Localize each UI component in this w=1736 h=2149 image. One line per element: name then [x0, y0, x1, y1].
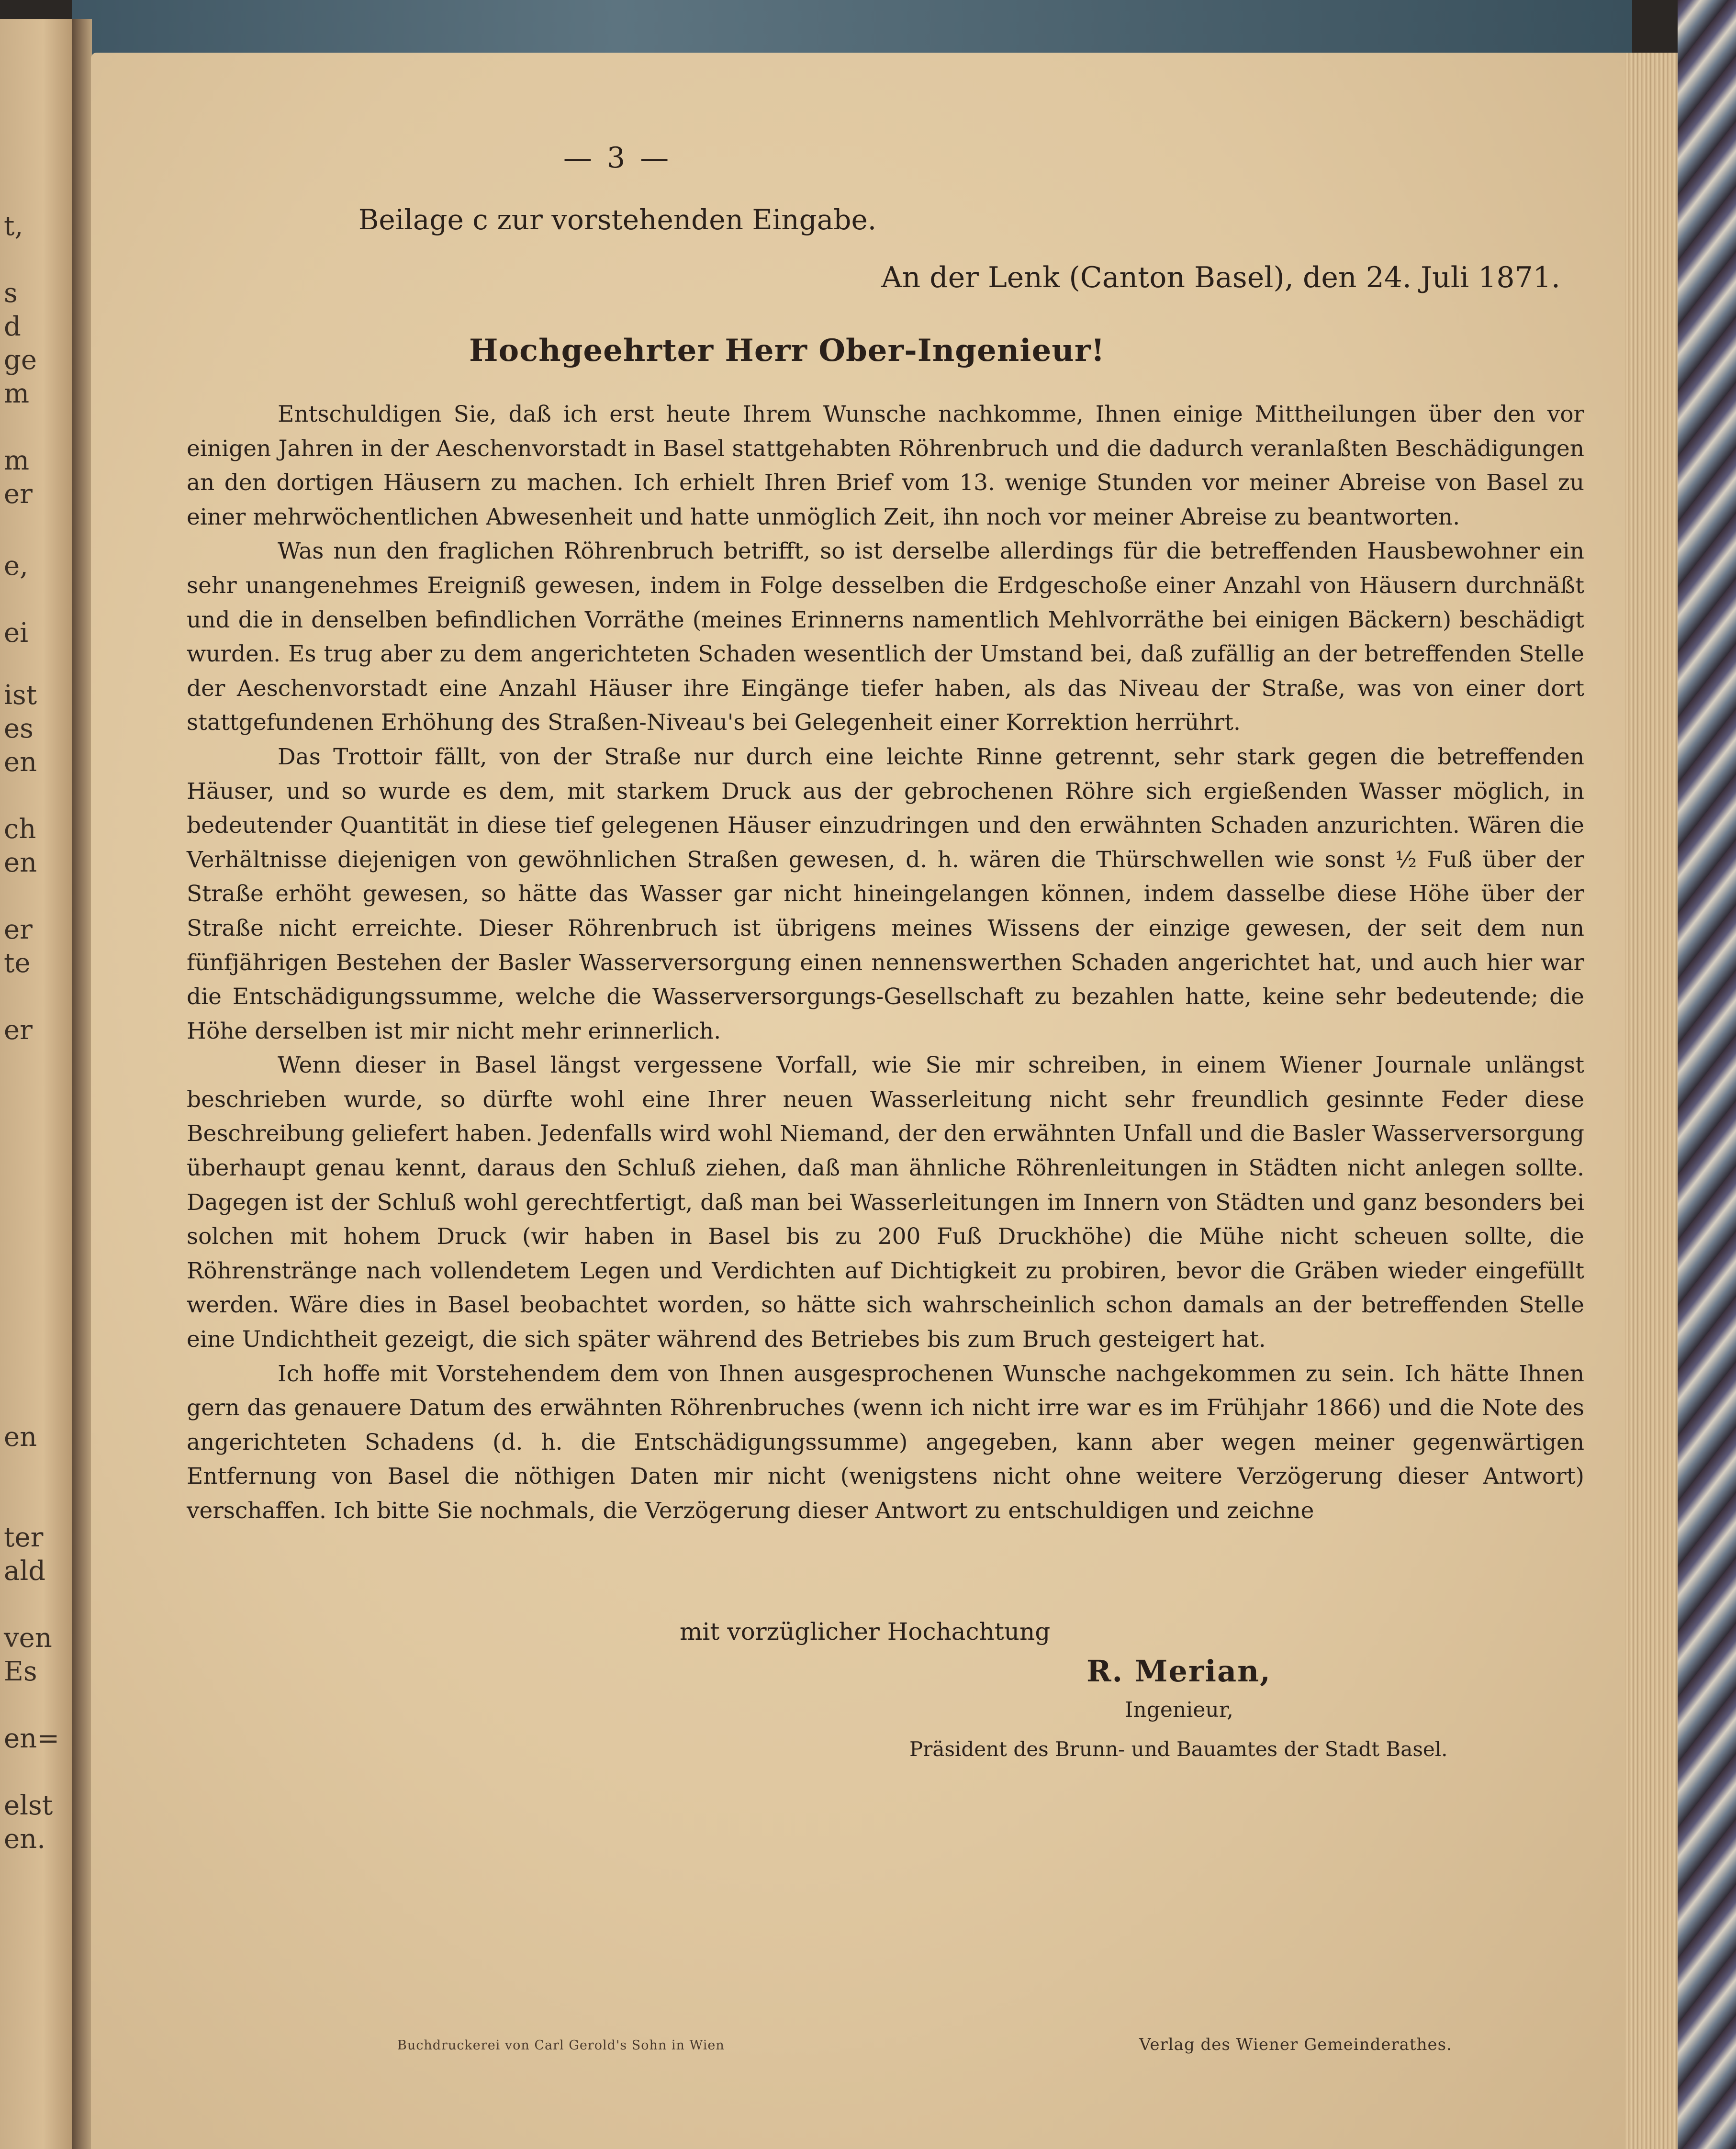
closing-phrase: mit vorzüglicher Hochachtung	[680, 1618, 1051, 1645]
fragment: ei	[4, 617, 29, 649]
fragment: e,	[4, 550, 28, 582]
fragment: es	[4, 713, 34, 744]
paragraph: Das Trottoir fällt, von der Straße nur durch eine leichte Rinne getrennt, sehr stark gegen die betreffenden Häuser, und so wurde es dem, mit starkem Druck aus der gebrochenen Röhre sich ergießenden Wasser möglich, in bedeutender Quantität in diese tief gelegenen Häuser einzudringen und den erwähnten Schaden anzurichten. Wären die Verhältnisse diejenigen von gewöhnlichen Straßen gewesen, d. h. wären die Thürschwellen wie sonst ½ Fuß über der Straße erhöht gewesen, so hätte das Wasser gar nicht hineingelangen können, indem dasselbe diese Höhe über der Straße nicht erreichte. Dieser Röhrenbruch ist übrigens meines Wissens der einzige gewesen, der seit dem nun fünfjährigen Bestehen der Basler Wasserversorgung einen nennenswerthen Schaden angerichtet hat, und auch hier war die Entschädigungssumme, welche die Wasserversorgungs-Gesellschaft zu bezahlen hatte, keine sehr bedeutende; die Höhe derselben ist mir nicht mehr erinnerlich.	[187, 743, 1584, 1044]
fragment: ven	[4, 1623, 52, 1654]
fragment: ist	[4, 680, 37, 711]
dateline: An der Lenk (Canton Basel), den 24. Juli 1871.	[881, 261, 1560, 294]
page-edges	[1625, 53, 1678, 2149]
paragraph: Was nun den fraglichen Röhrenbruch betrifft, so ist derselbe allerdings für die betreffenden Hausbewohner ein sehr unangenehmes Ereigniß gewesen, indem in Folge desselben die Erdgeschoße einer Anzahl von Häusern durchnäßt und die in denselben befindlichen Vorräthe (meines Erinnerns namentlich Mehlvorräthe bei einigen Bäckern) beschädigt wurden. Es trug aber zu dem angerichteten Schaden wesentlich der Umstand bei, daß zufällig an der betreffenden Stelle der Aeschenvorstadt eine Anzahl Häuser ihre Eingänge tiefer haben, als das Niveau der Straße, was von einer dort stattgefundenen Erhöhung des Straßen-Niveau's bei Gelegenheit einer Korrektion herrührt.	[187, 538, 1584, 736]
fragment: en	[4, 747, 37, 778]
fragment: t,	[4, 211, 23, 242]
fragment: ter	[4, 1522, 44, 1553]
signature: R. Merian,	[1086, 1654, 1271, 1689]
page-content	[91, 53, 1625, 2149]
fragment: er	[4, 479, 33, 510]
fragment: te	[4, 948, 31, 979]
signer-office: Präsident des Brunn- und Bauamtes der Stadt Basel.	[909, 1737, 1448, 1761]
salutation: Hochgeehrter Herr Ober-Ingenieur!	[469, 333, 1105, 369]
fragment: elst	[4, 1790, 53, 1821]
paragraph: Wenn dieser in Basel längst vergessene Vorfall, wie Sie mir schreiben, in einem Wiener Journale unlängst beschrieben wurde, so dürfte wohl eine Ihrer neuen Wasserleitung nicht sehr freundlich gesinnte Feder diese Beschreibung geliefert haben. Jedenfalls wird wohl Niemand, der den erwähnten Unfall und die Basler Wasserversorgung überhaupt genau kennt, daraus den Schluß ziehen, daß man ähnliche Röhrenleitungen in Städten nicht anlegen sollte. Dagegen ist der Schluß wohl gerechtfertigt, daß man bei Wasserleitungen im Innern von Städten und ganz besonders bei solchen mit hohem Druck (wir haben in Basel bis zu 200 Fuß Druckhöhe) die Mühe nicht scheuen sollte, die Röhrenstränge nach vollendetem Legen und Verdichten auf Dichtigkeit zu probiren, bevor die Gräben wieder eingefüllt werden. Wäre dies in Basel beobachtet worden, so hätte sich wahrscheinlich schon damals an der betreffenden Stelle eine Undichtheit gezeigt, die sich später während des Betriebes bis zum Bruch gesteigert hat.	[187, 1052, 1584, 1353]
page-number: — 3 —	[563, 141, 672, 175]
fragment: er	[4, 914, 33, 945]
marbled-cover	[1678, 0, 1736, 2149]
fragment: en	[4, 847, 37, 878]
fragment: m	[4, 378, 30, 409]
paragraph: Entschuldigen Sie, daß ich erst heute Ihrem Wunsche nachkomme, Ihnen einige Mittheilungen über den vor einigen Jahren in der Aeschenvorstadt in Basel stattgehabten Röhrenbruch und die dadurch veranlaßten Beschädigungen an den dortigen Häusern zu machen. Ich erhielt Ihren Brief vom 13. wenige Stunden vor meiner Abreise von Basel zu einer mehrwöchentlichen Abwesenheit und hatte unmöglich Zeit, ihn noch vor meiner Abreise zu beantworten.	[187, 401, 1584, 530]
fragment: en=	[4, 1723, 60, 1754]
paragraph: Ich hoffe mit Vorstehendem dem von Ihnen ausgesprochenen Wunsche nachgekommen zu sein. Ich hätte Ihnen gern das genauere Datum des erwähnten Röhrenbruches (wenn ich nicht irre war es im Frühjahr 1866) und die Note des angerichteten Schadens (d. h. die Entschädigungssumme) angegeben, kann aber wegen meiner gegenwärtigen Entfernung von Basel die nöthigen Daten mir nicht (wenigstens nicht ohne weitere Verzögerung dieser Antwort) verschaffen. Ich bitte Sie nochmals, die Verzögerung dieser Antwort zu entschuldigen und zeichne	[187, 1360, 1584, 1524]
fragment: ge	[4, 345, 37, 376]
fragment: m	[4, 445, 30, 476]
fragment: en.	[4, 1824, 46, 1855]
publisher-imprint: Verlag des Wiener Gemeinderathes.	[1139, 2035, 1452, 2054]
fragment: en	[4, 1421, 37, 1453]
signer-title: Ingenieur,	[1125, 1698, 1233, 1722]
fragment: er	[4, 1015, 33, 1046]
printer-imprint: Buchdruckerei von Carl Gerold's Sohn in Wien	[397, 2038, 725, 2053]
fragment: s	[4, 278, 18, 309]
book-gutter	[72, 19, 92, 2149]
fragment: ald	[4, 1556, 46, 1587]
letter-body	[187, 397, 1584, 1528]
facing-page	[0, 19, 72, 2149]
attachment-heading: Beilage c zur vorstehenden Eingabe.	[358, 203, 877, 236]
fragment: Es	[4, 1656, 37, 1687]
fragment: d	[4, 311, 21, 342]
fragment: ch	[4, 814, 36, 845]
